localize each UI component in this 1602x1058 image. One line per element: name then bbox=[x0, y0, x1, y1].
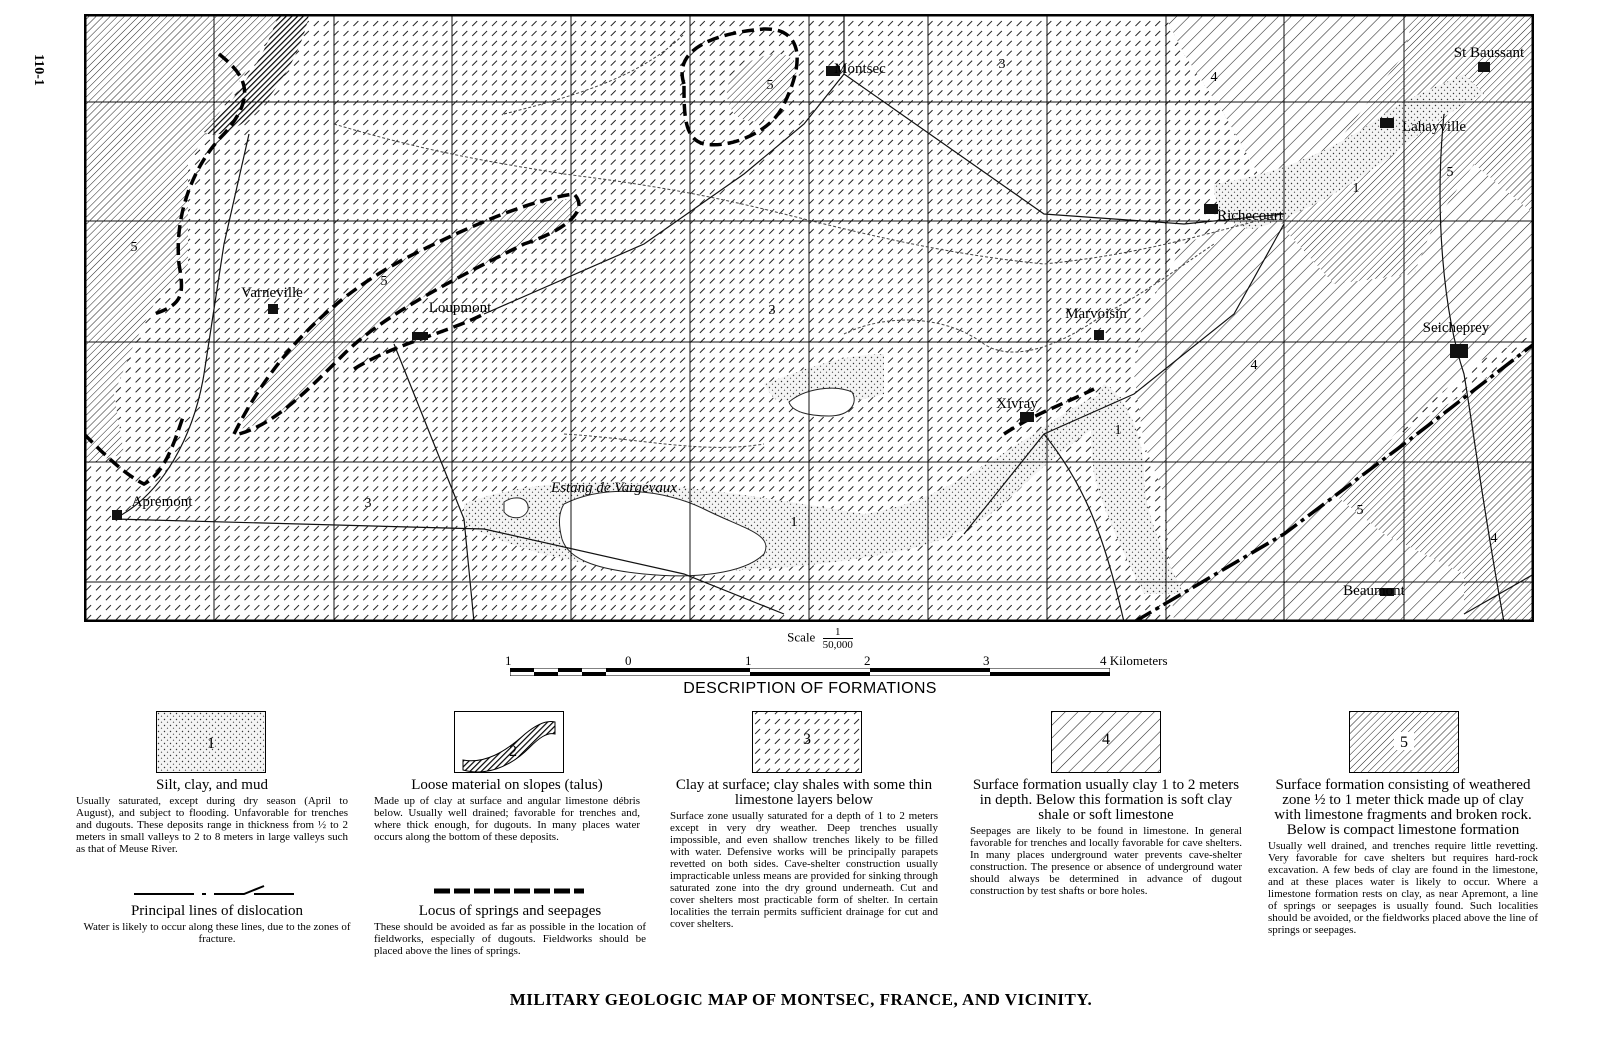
formation-number-label: 3 bbox=[998, 57, 1006, 72]
legend-number: 3 bbox=[803, 731, 811, 748]
legend-springs bbox=[374, 904, 646, 957]
map-title: MILITARY GEOLOGIC MAP OF MONTSEC, FRANCE, AND VICINITY. bbox=[509, 990, 1093, 1009]
legend-number: 2 bbox=[509, 743, 517, 760]
legend-formation-2 bbox=[374, 778, 640, 843]
legend-title: Surface formation usually clay 1 to 2 meters in depth. Below this formation is soft clay shale or soft limestone bbox=[972, 777, 1240, 823]
legend-title: Principal lines of dislocation bbox=[130, 903, 304, 919]
formation-number-label: 4 bbox=[1250, 358, 1258, 373]
town-beaumont: Beaumont bbox=[1343, 583, 1405, 599]
scale-tick: 3 bbox=[983, 653, 990, 668]
legend-formation-4 bbox=[970, 778, 1242, 897]
legend-formation-1 bbox=[76, 778, 348, 855]
legend-description: Usually well drained, and trenches require little revetting. Very favorable for cave shelters but requires hard-rock excavation. A few beds of clay are found in the limestone, and at these places water is likely to occur. Where a limestone formation rests on clay, as near Apremont, a line of springs or seepages is usually found. Such localities should be avoided, or the fieldworks placed above the line of springs or seepages. bbox=[1268, 840, 1538, 936]
legend-title: Locus of springs and seepages bbox=[418, 903, 602, 919]
town-montsec: Montsec bbox=[834, 61, 886, 77]
formation-number-label: 3 bbox=[364, 496, 372, 511]
legend-dislocation bbox=[80, 904, 354, 945]
pond bbox=[504, 498, 528, 518]
formation-number-label: 5 bbox=[766, 78, 774, 93]
legend-formation-3 bbox=[670, 778, 938, 930]
town-xivray: Xivray bbox=[996, 396, 1038, 412]
town-lahayville: Lahayville bbox=[1401, 119, 1467, 135]
formation-number-label: 4 bbox=[1490, 531, 1498, 546]
formation-number-label: 1 bbox=[790, 515, 798, 530]
springs-line-symbol bbox=[434, 886, 584, 896]
legend-swatch-formation-5 bbox=[1349, 711, 1459, 773]
scale-fraction bbox=[823, 626, 853, 651]
legend-title: Clay at surface; clay shales with some thin limestone layers below bbox=[675, 777, 933, 808]
scale-tick: 0 bbox=[625, 653, 632, 668]
scale-label bbox=[760, 626, 880, 651]
legend-formation-5 bbox=[1268, 778, 1538, 936]
formation-number-label: 4 bbox=[1210, 70, 1218, 85]
legend-swatch-formation-2 bbox=[454, 711, 564, 773]
scale-word: Scale bbox=[787, 629, 816, 645]
legend-swatch-formation-1 bbox=[156, 711, 266, 773]
scale-denominator: 50,000 bbox=[822, 639, 853, 651]
town-marvoisin: Marvoisin bbox=[1065, 306, 1127, 322]
legend-description: Made up of clay at surface and angular limestone débris below. Usually well drained; favorable for trenches and, where thick enough, for dugouts. In many places water occurs along the bottom of these deposits. bbox=[374, 795, 640, 843]
town-loupmont: Loupmont bbox=[428, 300, 492, 316]
town-richecourt: Richecourt bbox=[1217, 208, 1283, 224]
legend-number: 5 bbox=[1400, 734, 1408, 751]
legend-title: Silt, clay, and mud bbox=[156, 777, 268, 793]
formation-number-label: 5 bbox=[380, 274, 388, 289]
formation-number-label: 1 bbox=[1114, 423, 1122, 438]
legend-title: Loose material on slopes (talus) bbox=[411, 777, 603, 793]
scale-tick: 1 bbox=[505, 653, 512, 668]
scale-tick: 1 bbox=[745, 653, 752, 668]
scale-bar bbox=[510, 668, 1110, 676]
formation-number-label: 3 bbox=[768, 303, 776, 318]
legend-swatch-formation-3 bbox=[752, 711, 862, 773]
sheet-number: 110-1 bbox=[31, 54, 46, 86]
town-varneville: Varneville bbox=[241, 285, 303, 301]
formation-number-label: 5 bbox=[1356, 503, 1364, 518]
scale-tick: 2 bbox=[864, 653, 871, 668]
town-seicheprey: Seicheprey bbox=[1422, 320, 1490, 336]
legend-number: 4 bbox=[1102, 731, 1110, 748]
legend-description: These should be avoided as far as possible in the location of fieldworks, especially of dugouts. Fieldworks should be placed above the lines of springs. bbox=[374, 921, 646, 957]
legend-description: Seepages are likely to be found in limestone. In general favorable for trenches and locally favorable for cave shelters. In many places underground water prevents cave-shelter construction. The presence or absence of underground water should always be determined in advance of dugout construction by test shafts or bore holes. bbox=[970, 825, 1242, 897]
formation-number-label: 1 bbox=[1352, 181, 1360, 196]
legend-heading: DESCRIPTION OF FORMATIONS bbox=[683, 680, 937, 697]
town-apremont: Apremont bbox=[131, 494, 193, 510]
formation-number-label: 5 bbox=[130, 240, 138, 255]
scale-tick: 4 Kilometers bbox=[1100, 653, 1168, 668]
legend-number: 1 bbox=[207, 735, 215, 752]
legend-title: Surface formation consisting of weathered zone ½ to 1 meter thick made up of clay with limestone fragments and broken rock. Below is compact limestone formation bbox=[1274, 777, 1532, 838]
formation-number-label: 5 bbox=[1446, 165, 1454, 180]
geologic-map bbox=[84, 14, 1534, 622]
legend-description: Surface zone usually saturated for a depth of 1 to 2 meters except in very dry weather. Deep trenches usually impossible, and even shallow trenches likely to be filled with water. Defensive works will be principally parapets revetted on both sides. Cave-shelter construction usually impracticable unless means are provided for sinking through saturated zone into the dry ground underneath. Cut and cover shelters most practicable form of shelter. In certain localities the terrain permits sufficient drainage for cut and cover shelters. bbox=[670, 810, 938, 930]
estang-de-vargevaux: Estang de Vargévaux bbox=[550, 480, 678, 496]
dislocation-line-symbol bbox=[134, 884, 294, 900]
town-st-baussant: St Baussant bbox=[1453, 45, 1525, 61]
legend-description: Water is likely to occur along these lines, due to the zones of fracture. bbox=[83, 921, 351, 945]
legend-description: Usually saturated, except during dry season (April to August), and subject to flooding. Unfavorable for trenches and dugouts. These deposits range in thickness from ½ to 2 meters in small valleys to 2 to 8 meters in large valleys such as that of Meuse River. bbox=[76, 795, 348, 855]
scale-numerator: 1 bbox=[834, 626, 841, 638]
legend-swatch-formation-4 bbox=[1051, 711, 1161, 773]
